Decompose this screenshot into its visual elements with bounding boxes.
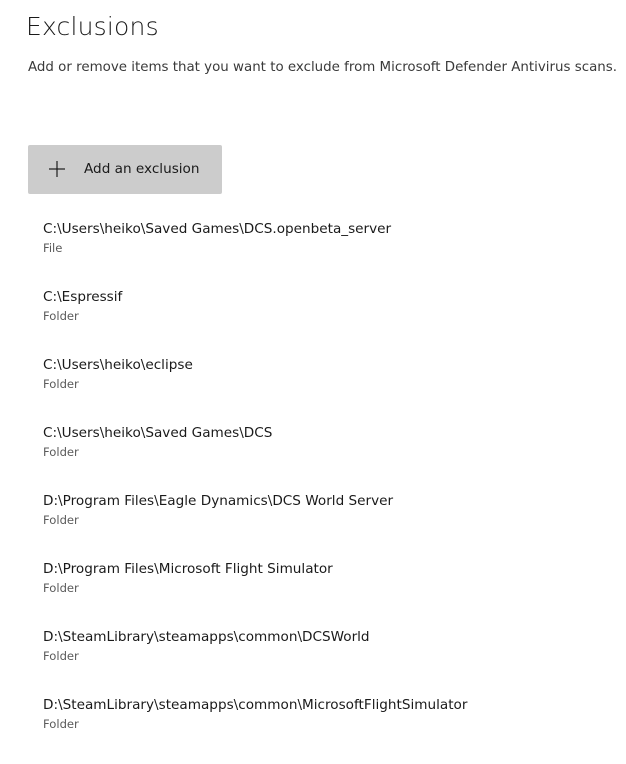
exclusion-path: D:\Program Files\Microsoft Flight Simulator	[43, 561, 333, 577]
exclusion-path: D:\Program Files\Eagle Dynamics\DCS World Server	[43, 493, 394, 509]
exclusion-item[interactable]	[43, 560, 613, 628]
exclusion-type: Folder	[43, 649, 79, 663]
exclusion-type: File	[43, 241, 63, 255]
exclusions-list	[43, 220, 613, 764]
exclusion-path: C:\Espressif	[43, 289, 123, 305]
exclusion-type: Folder	[43, 513, 79, 527]
add-exclusion-label: Add an exclusion	[84, 161, 200, 177]
exclusion-item[interactable]	[43, 220, 613, 288]
exclusion-item[interactable]	[43, 288, 613, 356]
page-title: Exclusions	[26, 12, 159, 41]
page-description: Add or remove items that you want to exclude from Microsoft Defender Antivirus scans.	[28, 60, 617, 75]
plus-icon	[48, 160, 66, 178]
exclusion-item[interactable]	[43, 492, 613, 560]
exclusion-item[interactable]	[43, 628, 613, 696]
exclusion-type: Folder	[43, 377, 79, 391]
exclusion-item[interactable]	[43, 424, 613, 492]
exclusion-path: C:\Users\heiko\eclipse	[43, 357, 193, 373]
exclusion-type: Folder	[43, 581, 79, 595]
exclusion-type: Folder	[43, 717, 79, 731]
exclusion-item[interactable]	[43, 696, 613, 764]
exclusion-type: Folder	[43, 309, 79, 323]
exclusion-path: C:\Users\heiko\Saved Games\DCS.openbeta_server	[43, 221, 392, 237]
exclusion-type: Folder	[43, 445, 79, 459]
exclusion-path: D:\SteamLibrary\steamapps\common\DCSWorld	[43, 629, 370, 645]
add-exclusion-button[interactable]	[28, 145, 222, 194]
exclusion-path: C:\Users\heiko\Saved Games\DCS	[43, 425, 273, 441]
exclusion-path: D:\SteamLibrary\steamapps\common\MicrosoftFlightSimulator	[43, 697, 468, 713]
exclusion-item[interactable]	[43, 356, 613, 424]
